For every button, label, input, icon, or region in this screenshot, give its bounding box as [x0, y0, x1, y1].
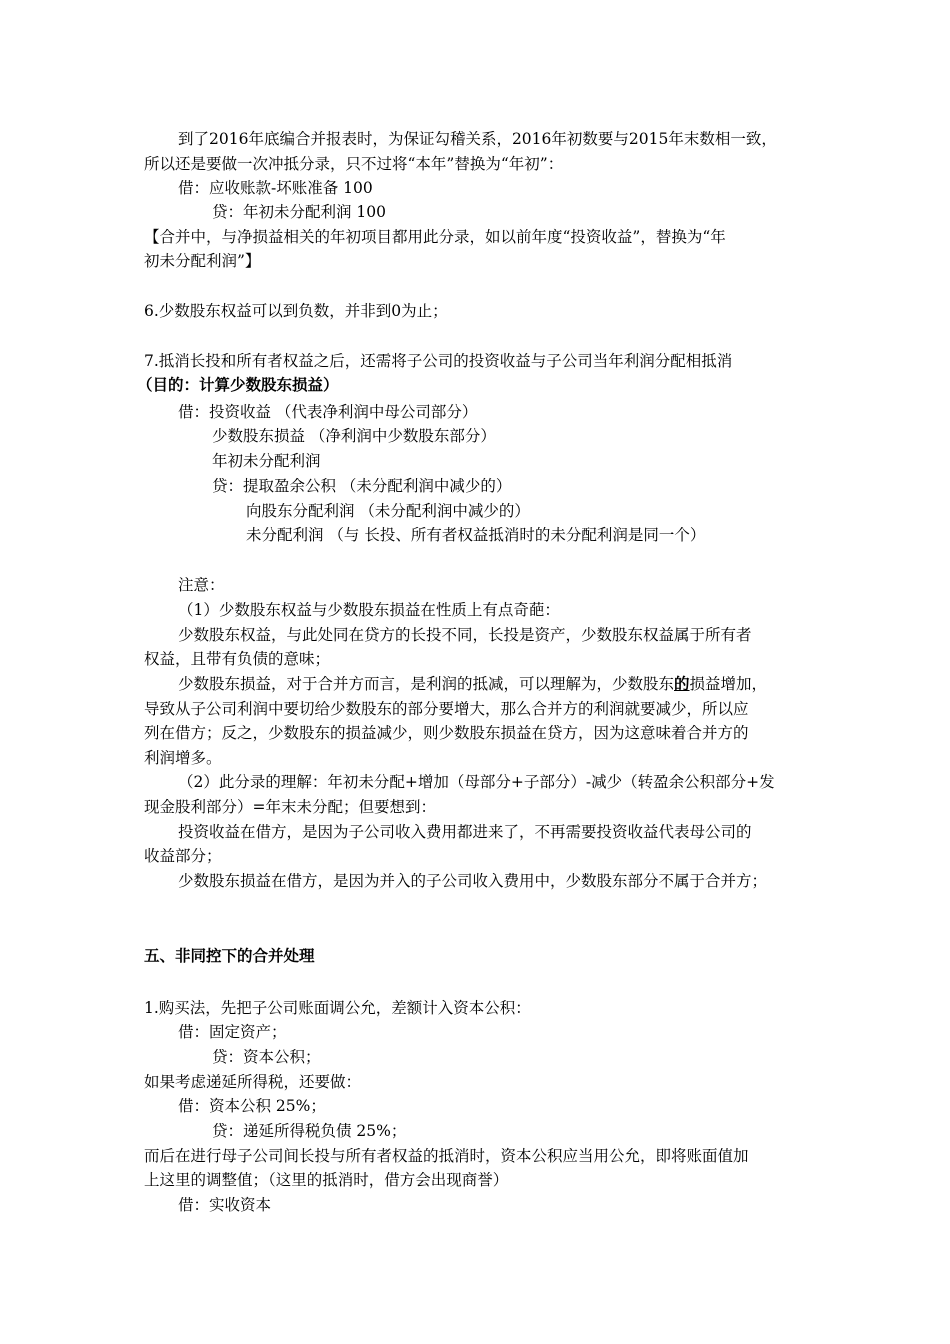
section-heading: 五、非同控下的合并处理: [144, 946, 315, 965]
paragraph-line: 而后在进行母子公司间长投与所有者权益的抵消时，资本公积应当用公允，即将账面值加: [144, 1147, 749, 1165]
note-item: （2）此分录的理解：年初未分配+增加（母部分+子部分）-减少（转盈余公积部分+发: [178, 773, 775, 791]
bracket-note: 【合并中，与净损益相关的年初项目都用此分录，如以前年度“投资收益”，替换为“年: [144, 228, 726, 246]
debit-entry: 少数股东损益 （净利润中少数股东部分）: [212, 427, 496, 445]
paragraph-line: 利润增多。: [144, 749, 222, 767]
debit-entry: 借：资本公积 25%；: [178, 1097, 326, 1115]
paragraph-line: [178, 673, 767, 697]
credit-entry: 贷：年初未分配利润 100: [212, 203, 387, 221]
debit-entry: 借：固定资产；: [178, 1023, 287, 1041]
paragraph-line: 收益部分；: [144, 847, 222, 865]
credit-entry: 向股东分配利润 （未分配利润中减少的）: [246, 502, 530, 520]
paragraph-line: 少数股东损益在借方，是因为并入的子公司收入费用中，少数股东部分不属于合并方；: [178, 872, 768, 890]
credit-entry: 贷：递延所得税负债 25%；: [212, 1122, 407, 1140]
credit-entry: 未分配利润 （与 长投、所有者权益抵消时的未分配利润是同一个）: [246, 526, 706, 544]
credit-entry: 贷：提取盈余公积 （未分配利润中减少的）: [212, 477, 512, 495]
paragraph-line: 投资收益在借方，是因为子公司收入费用都进来了，不再需要投资收益代表母公司的: [178, 823, 752, 841]
paragraph-line: 现金股利部分）=年末未分配；但要想到：: [144, 798, 436, 816]
paragraph-line: 1.购买法，先把子公司账面调公允，差额计入资本公积：: [144, 999, 531, 1017]
debit-entry: 借：实收资本: [178, 1196, 272, 1214]
text-run: 少数股东损益，对于合并方而言，是利润的抵减，可以理解为，少数股东: [178, 675, 675, 693]
paragraph-line: 权益，且带有负债的意味；: [144, 650, 331, 668]
paragraph-line: 列在借方；反之，少数股东的损益减少，则少数股东损益在贷方，因为这意味着合并方的: [144, 724, 749, 742]
paragraph-line: 如果考虑递延所得税，还要做：: [144, 1073, 362, 1091]
debit-entry: 年初未分配利润: [212, 452, 321, 470]
numbered-item-7: 7.抵消长投和所有者权益之后，还需将子公司的投资收益与子公司当年利润分配相抵消: [144, 352, 733, 370]
numbered-item-6: 6.少数股东权益可以到负数，并非到0为止；: [144, 302, 448, 320]
paragraph-line: 到了2016年底编合并报表时，为保证勾稽关系，2016年初数要与2015年末数相一致，: [178, 130, 777, 148]
paragraph-line: 所以还是要做一次冲抵分录，只不过将“本年”替换为“年初”：: [144, 155, 564, 173]
paragraph-line: 上这里的调整值；（这里的抵消时，借方会出现商誉）: [144, 1171, 509, 1189]
paragraph-line: 少数股东权益，与此处同在贷方的长投不同，长投是资产，少数股东权益属于所有者: [178, 626, 752, 644]
debit-entry: 借：应收账款-坏账准备 100: [178, 179, 373, 197]
underlined-text: 的: [674, 674, 690, 693]
debit-entry: 借：投资收益 （代表净利润中母公司部分）: [178, 403, 478, 421]
text-run: 损益增加，: [689, 675, 768, 693]
purpose-note: （目的：计算少数股东损益）: [137, 375, 339, 394]
note-item: （1）少数股东权益与少数股东损益在性质上有点奇葩：: [178, 601, 560, 619]
bracket-note: 初未分配利润”】: [144, 252, 261, 270]
credit-entry: 贷：资本公积；: [212, 1048, 321, 1066]
notes-title: 注意：: [178, 576, 225, 594]
paragraph-line: 导致从子公司利润中要切给少数股东的部分要增大，那么合并方的利润就要减少，所以应: [144, 700, 749, 718]
